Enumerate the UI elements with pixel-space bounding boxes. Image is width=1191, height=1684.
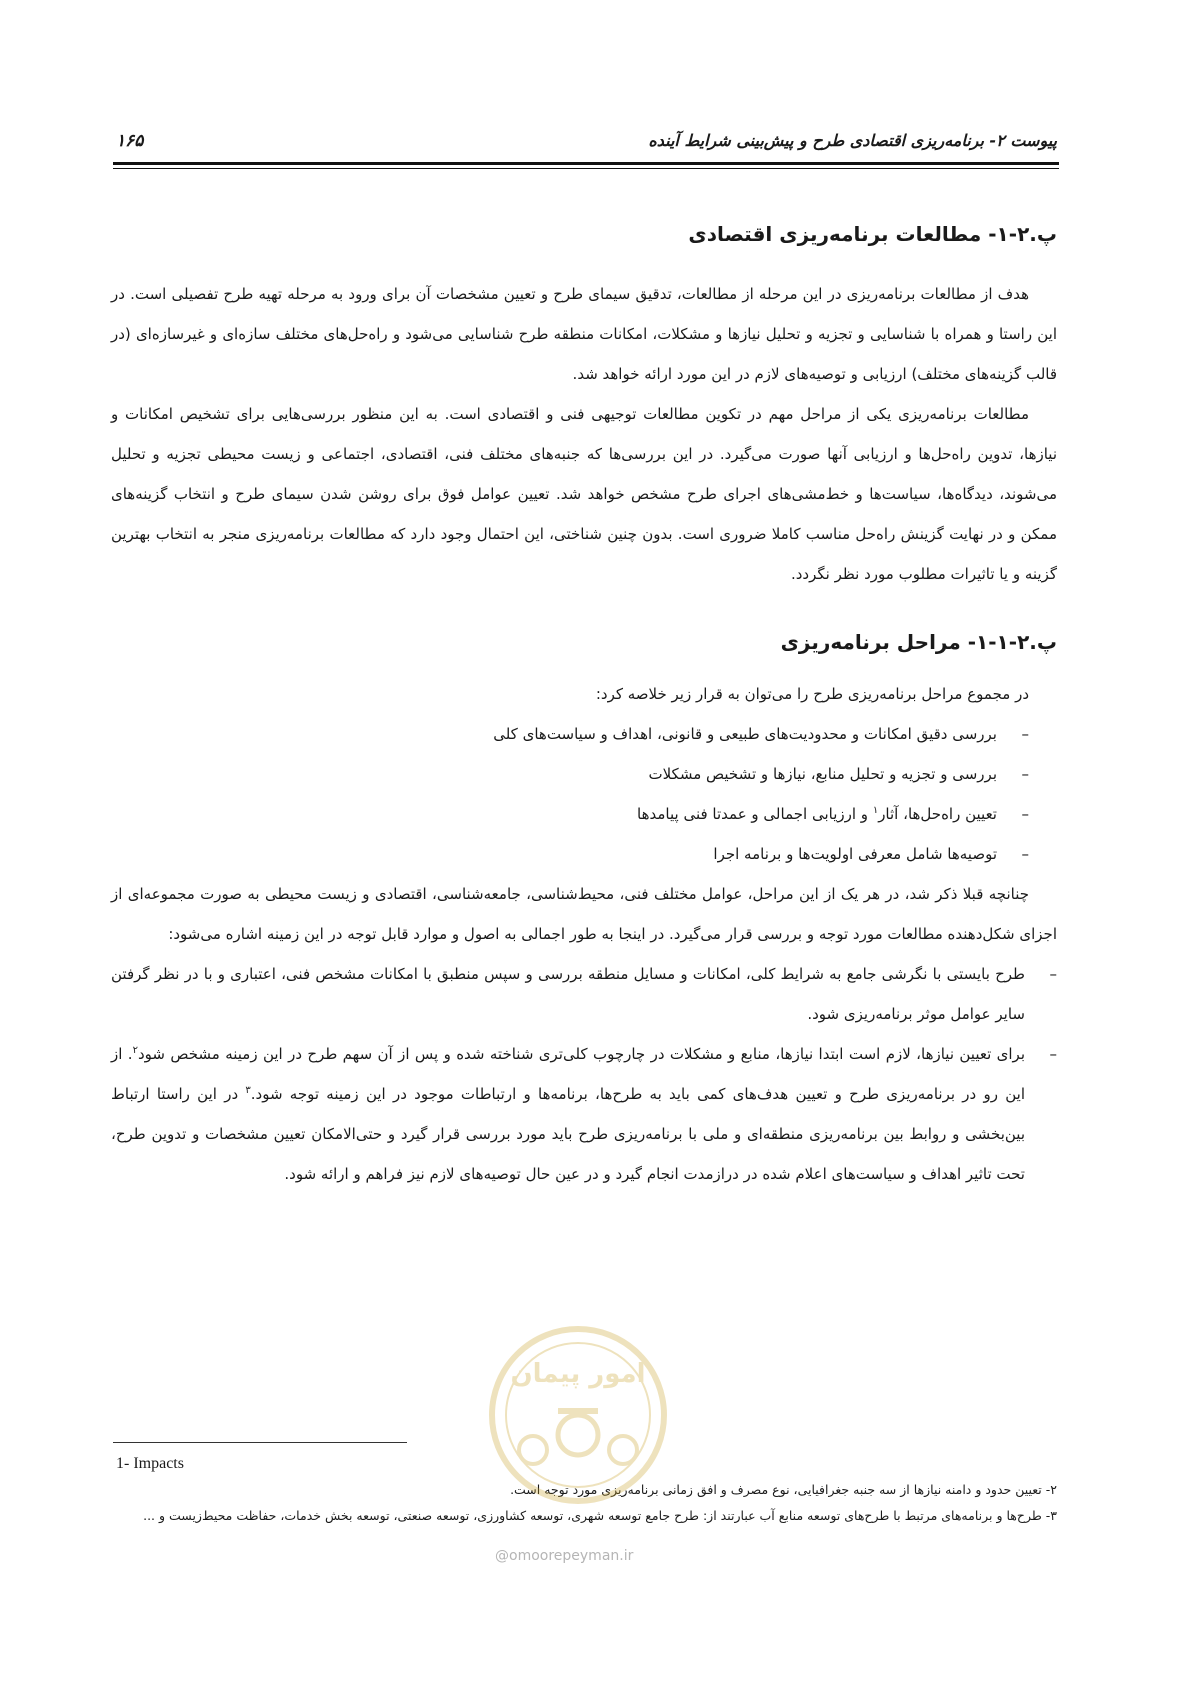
footnote-ref-2: ۲: [132, 1045, 138, 1056]
paragraph-3: چنانچه قبلا ذکر شد، در هر یک از این مراحل، عوامل مختلف فنی، محیط‌شناسی، جامعه‌شناسی، اقتصادی و زیست محیطی به صورت مجموعه‌ای از اجزای شکل‌دهنده مطالعات مورد توجه و بررسی قرار می‌گیرد. در اینجا به طور اجمالی به اصول و موارد قابل توجه در این زمینه اشاره می‌شود:: [111, 885, 1057, 943]
footnote-2: ۲- تعیین حدود و دامنه نیازها از سه جنبه جغرافیایی، نوع مصرف و افق زمانی برنامه‌ریزی مورد توجه است.: [510, 1482, 1057, 1497]
list-item: – برای تعیین نیازها، لازم است ابتدا نیازها، منابع و مشکلات در چارچوب کلی‌تری شناخته شده و پس از آن سهم طرح در این زمینه مشخص شود$^۲$. از این رو در برنامه‌ریزی طرح و تعیین هدف‌های کمی باید به طرح‌ها، برنامه‌ها و ارتباطات موجود در این زمینه توجه شود.$^۳$ در این راستا ارتباط بین‌بخشی و روابط بین برنامه‌ریزی منطقه‌ای و ملی با برنامه‌ریزی طرح باید مورد بررسی قرار گیرد و حتی‌الامکان تعیین مشخصات و تدوین طرح، تحت تاثیر اهداف و سیاست‌های اعلام شده در درازمدت انجام گیرد و در عین حال توصیه‌های لازم نیز فراهم و ارائه شود.: [111, 1045, 1057, 1183]
list-item: –بررسی دقیق امکانات و محدودیت‌های طبیعی و قانونی، اهداف و سیاست‌های کلی: [493, 725, 1029, 743]
footnote-separator: [113, 1442, 407, 1443]
watermark-seal-icon: [478, 1320, 678, 1510]
bullet-text: طرح بایستی با نگرشی جامع به شرایط کلی، امکانات و مسایل منطقه بررسی و سپس منطبق با امکانات مشخص فنی، اعتباری و با در نظر گرفتن سایر عوامل موثر برنامه‌ریزی شود.: [111, 965, 1025, 1023]
step-text: بررسی و تجزیه و تحلیل منابع، نیازها و تشخیص مشکلات: [648, 765, 997, 783]
running-header-title: پیوست ۲- برنامه‌ریزی اقتصادی طرح و پیش‌بینی شرایط آینده: [648, 131, 1057, 150]
footnote-1: 1- Impacts: [116, 1455, 184, 1472]
main-content: [111, 214, 1057, 1194]
footnote-ref-3: ۳: [245, 1085, 251, 1096]
steps-intro: در مجموع مراحل برنامه‌ریزی طرح را می‌توان به قرار زیر خلاصه کرد:: [595, 685, 1029, 703]
header-rule-thin: [113, 168, 1059, 169]
paragraph-2: مطالعات برنامه‌ریزی یکی از مراحل مهم در تکوین مطالعات توجیهی فنی و اقتصادی است. به این منظور بررسی‌هایی برای تشخیص امکانات و نیازها، تدوین راه‌حل‌ها و ارزیابی آنها صورت می‌گیرد. در این بررسی‌ها که جنبه‌های مختلف فنی، اقتصادی، اجتماعی و زیست محیطی تجزیه و تحلیل می‌شوند، دیدگاه‌ها، سیاست‌ها و خط‌مشی‌های اجرای طرح مشخص خواهد شد. تعیین عوامل فوق برای روشن شدن سیمای طرح و انتخاب گزینه‌های ممکن و در نهایت گزینش راه‌حل مناسب کاملا ضروری است. بدون چنین شناختی، این احتمال وجود دارد که مطالعات برنامه‌ریزی منجر به انتخاب بهترین گزینه و یا تاثیرات مطلوب مورد نظر نگردد.: [111, 405, 1057, 583]
section-heading: پ.۲-۱- مطالعات برنامه‌ریزی اقتصادی: [688, 222, 1057, 246]
watermark-url: @omoorepeyman.ir: [495, 1548, 634, 1564]
step-text: تعیین راه‌حل‌ها، آثار: [878, 805, 997, 823]
watermark-seal-text: امور پیمان: [510, 1359, 646, 1389]
list-item: –تعیین راه‌حل‌ها، آثار$^۱$ و ارزیابی اجمالی و عمدتا فنی پیامدها: [637, 805, 1029, 823]
principles-list: [111, 954, 1057, 1194]
bullet-text: در این راستا ارتباط بین‌بخشی و روابط بین برنامه‌ریزی منطقه‌ای و ملی با برنامه‌ریزی طرح باید مورد بررسی قرار گیرد و حتی‌الامکان تعیین مشخصات و تدوین طرح، تحت تاثیر اهداف و سیاست‌های اعلام شده در درازمدت انجام گیرد و در عین حال توصیه‌های لازم نیز فراهم و ارائه شود.: [111, 1085, 1025, 1183]
step-text-rest: و ارزیابی اجمالی و عمدتا فنی پیامدها: [637, 805, 873, 823]
footnote-3: ۳- طرح‌ها و برنامه‌های مرتبط با طرح‌های توسعه منابع آب عبارتند از: طرح جامع توسعه شهری، توسعه کشاورزی، توسعه صنعتی، توسعه بخش خدمات، حفاظت محیط‌زیست و ...: [143, 1508, 1057, 1523]
bullet-text: برای تعیین نیازها، لازم است ابتدا نیازها، منابع و مشکلات در چارچوب کلی‌تری شناخته شده و پس از آن سهم طرح در این زمینه مشخص شود: [137, 1045, 1026, 1063]
steps-list: [111, 714, 1057, 874]
list-item: –بررسی و تجزیه و تحلیل منابع، نیازها و تشخیص مشکلات: [648, 765, 1029, 783]
page-number: ۱۶۵: [116, 131, 144, 151]
paragraph-1: هدف از مطالعات برنامه‌ریزی در این مرحله از مطالعات، تدقیق سیمای طرح و تعیین مشخصات آن برای ورود به مرحله تهیه طرح تفصیلی است. در این راستا و همراه با شناسایی و تجزیه و تحلیل نیازها و مشکلات، امکانات منطقه طرح شناسایی می‌شود و راه‌حل‌های مختلف سازه‌ای و غیرسازه‌ای (در قالب گزینه‌های مختلف) ارزیابی و توصیه‌های لازم در این مورد ارائه خواهد شد.: [111, 285, 1057, 383]
step-text: توصیه‌ها شامل معرفی اولویت‌ها و برنامه اجرا: [713, 845, 997, 863]
list-item: –توصیه‌ها شامل معرفی اولویت‌ها و برنامه اجرا: [713, 845, 1029, 863]
subsection-heading: پ.۲-۱-۱- مراحل برنامه‌ریزی: [780, 630, 1057, 654]
list-item: – طرح بایستی با نگرشی جامع به شرایط کلی، امکانات و مسایل منطقه بررسی و سپس منطبق با امکانات مشخص فنی، اعتباری و با در نظر گرفتن سایر عوامل موثر برنامه‌ریزی شود.: [111, 965, 1057, 1023]
bullet-text: . از این رو در برنامه‌ریزی طرح و تعیین هدف‌های کمی باید به طرح‌ها، برنامه‌ها و ارتباطات موجود در این زمینه توجه شود.: [111, 1045, 1025, 1103]
footnote-ref-1: ۱: [872, 805, 879, 816]
step-text: بررسی دقیق امکانات و محدودیت‌های طبیعی و قانونی، اهداف و سیاست‌های کلی: [493, 725, 997, 743]
header-rule-thick: [113, 162, 1059, 165]
